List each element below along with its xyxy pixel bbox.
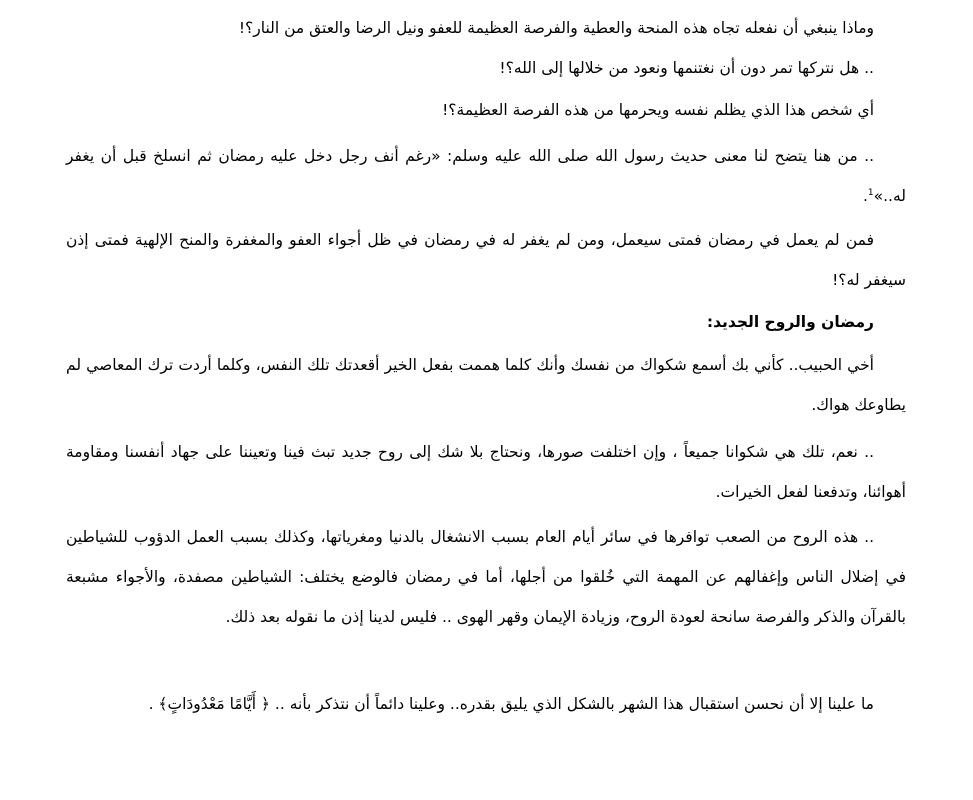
paragraph-4-end: . <box>862 187 868 205</box>
paragraph-4-text: .. من هنا يتضح لنا معنى حديث رسول الله صلى الله عليه وسلم: «رغم أنف رجل دخل عليه رمضان ثم انسلخ قبل أن يغفر له..» <box>66 147 906 205</box>
section-heading: رمضان والروح الجديد: <box>706 313 874 331</box>
paragraph-6: أخي الحبيب.. كأني بك أسمع شكواك من نفسك وأنك كلما هممت بفعل الخير أقعدتك تلك النفس، وكلما أردت ترك المعاصي لم يطاوعك هواك. <box>66 356 906 414</box>
paragraph-7: .. نعم، تلك هي شكوانا جميعاً ، وإن اختلفت صورها، ونحتاج بلا شك إلى روح جديد تبث فينا وتعيننا على جهاد أنفسنا ومقاومة أهوائنا، وتدفعنا لفعل الخيرات. <box>66 443 906 501</box>
paragraph-1: وماذا ينبغي أن نفعله تجاه هذه المنحة والعطية والفرصة العظيمة للعفو ونيل الرضا والعتق من النار؟! <box>238 19 874 37</box>
paragraph-9: ما علينا إلا أن نحسن استقبال هذا الشهر بالشكل الذي يليق بقدره.. وعلينا دائماً أن نتذكر بأنه .. ﴿ أَيَّامًا مَعْدُودَاتٍ﴾ . <box>148 695 874 713</box>
footnote-marker: 1 <box>867 187 874 198</box>
paragraph-2: .. هل نتركها تمر دون أن نغتنمها ونعود من خلالها إلى الله؟! <box>499 59 874 77</box>
paragraph-4 <box>66 136 906 216</box>
paragraph-5: فمن لم يعمل في رمضان فمتى سيعمل، ومن لم يغفر له في رمضان في ظل أجواء العفو والمغفرة والمنح الإلهية فمتى إذن سيغفر له؟! <box>66 231 906 289</box>
document-page <box>66 0 906 800</box>
paragraph-8: .. هذه الروح من الصعب توافرها في سائر أيام العام بسبب الانشغال بالدنيا ومغرياتها، وكذلك بسبب العمل الدؤوب للشياطين في إضلال الناس وإغفالهم عن المهمة التي خُلقوا من أجلها، أما في رمضان فالوضع يختلف: الشياطين مصفدة، والأجواء مشبعة بالقرآن والذكر والفرصة سانحة لعودة الروح، وزيادة الإيمان وقهر الهوى .. فليس لدينا إذن ما نقوله بعد ذلك. <box>66 528 906 626</box>
paragraph-3: أي شخص هذا الذي يظلم نفسه ويحرمها من هذه الفرصة العظيمة؟! <box>442 101 874 119</box>
